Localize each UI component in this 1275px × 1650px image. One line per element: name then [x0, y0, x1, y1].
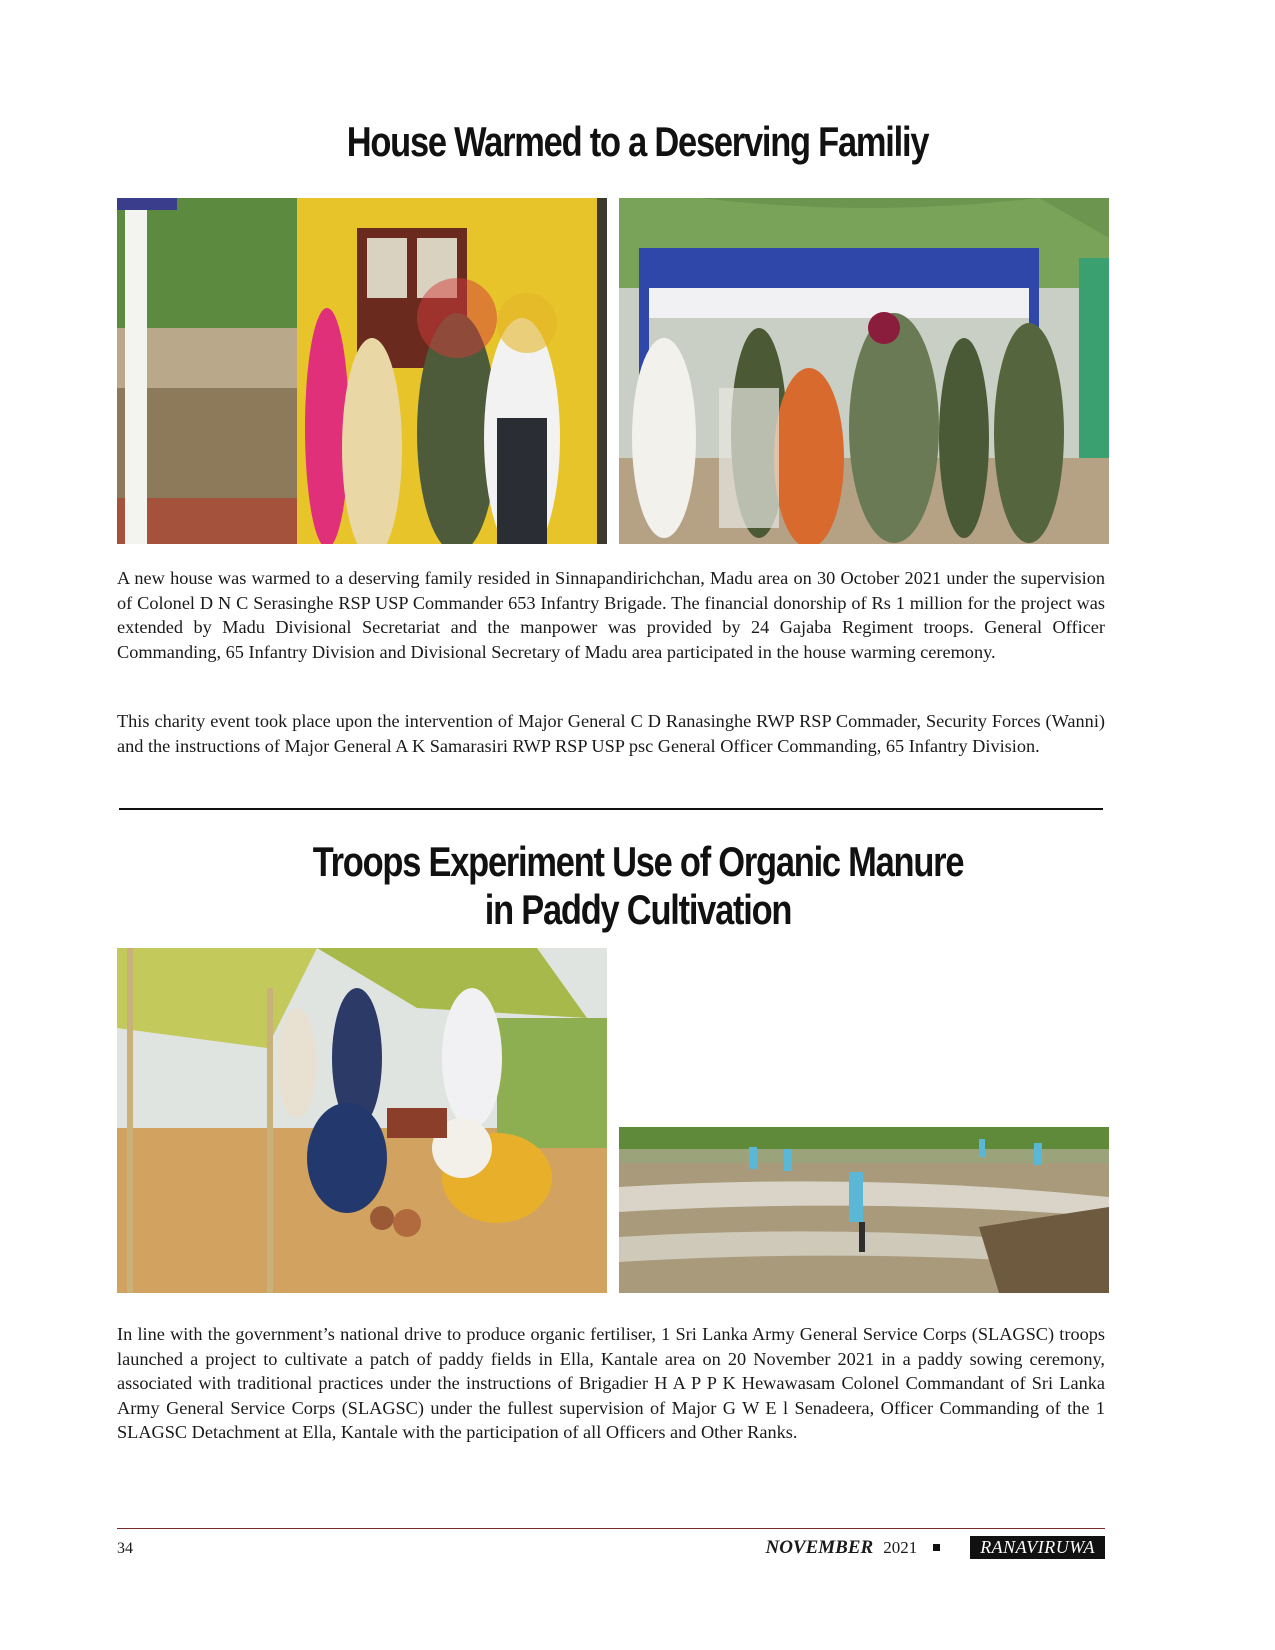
footer-issue [765, 1536, 1105, 1559]
footer-rule [117, 1528, 1105, 1529]
article1-headline: House Warmed to a Deserving Familiy [346, 118, 929, 165]
magazine-name: RANAVIRUWA [970, 1536, 1105, 1559]
photo-sowing-ritual [117, 948, 607, 1293]
footer-square-bullet [933, 1544, 940, 1551]
photo-house-handover [117, 198, 607, 544]
page-number: 34 [117, 1540, 133, 1557]
article1-paragraph-1: A new house was warmed to a deserving family resided in Sinnapandirichchan, Madu area on 30 October 2021 under the supervision of Colonel D N C Serasinghe RSP USP Commander 653 Infantry Brigade. The financial donorship of Rs 1 million for the project was extended by Madu Divisional Secretariat and the manpower was provided by 24 Gajaba Regiment troops. General Officer Commanding, 65 Infantry Division and Divisional Secretary of Madu area participated in the house warming ceremony. [117, 568, 1105, 662]
section-divider [119, 808, 1103, 810]
issue-month: NOVEMBER [765, 1536, 874, 1558]
article2-headline: Troops Experiment Use of Organic Manure in Paddy Cultivation [312, 838, 963, 933]
issue-year: 2021 [883, 1537, 918, 1557]
article2-paragraph: In line with the government’s national drive to produce organic fertiliser, 1 Sri Lanka Army General Service Corps (SLAGSC) troops launched a project to cultivate a patch of paddy fields in Ella, Kantale area on 20 November 2021 in a paddy sowing ceremony, associated with traditional practices under the instructions of Brigadier H A P P K Hewawasam Colonel Commandant of Sri Lanka Army General Service Corps (SLAGSC) under the fullest supervision of Major G W E l Senadeera, Officer Commanding of the 1 SLAGSC Detachment at Ella, Kantale with the participation of all Officers and Other Ranks. [117, 1324, 1105, 1443]
article1-paragraph-2: This charity event took place upon the intervention of Major General C D Ranasinghe RWP RSP Commader, Security Forces (Wanni) and the instructions of Major General A K Samarasiri RWP RSP USP psc General Officer Commanding, 65 Infantry Division. [117, 711, 1105, 756]
photo-paddy-field [619, 1127, 1109, 1293]
photo-ceremony-gathering [619, 198, 1109, 544]
